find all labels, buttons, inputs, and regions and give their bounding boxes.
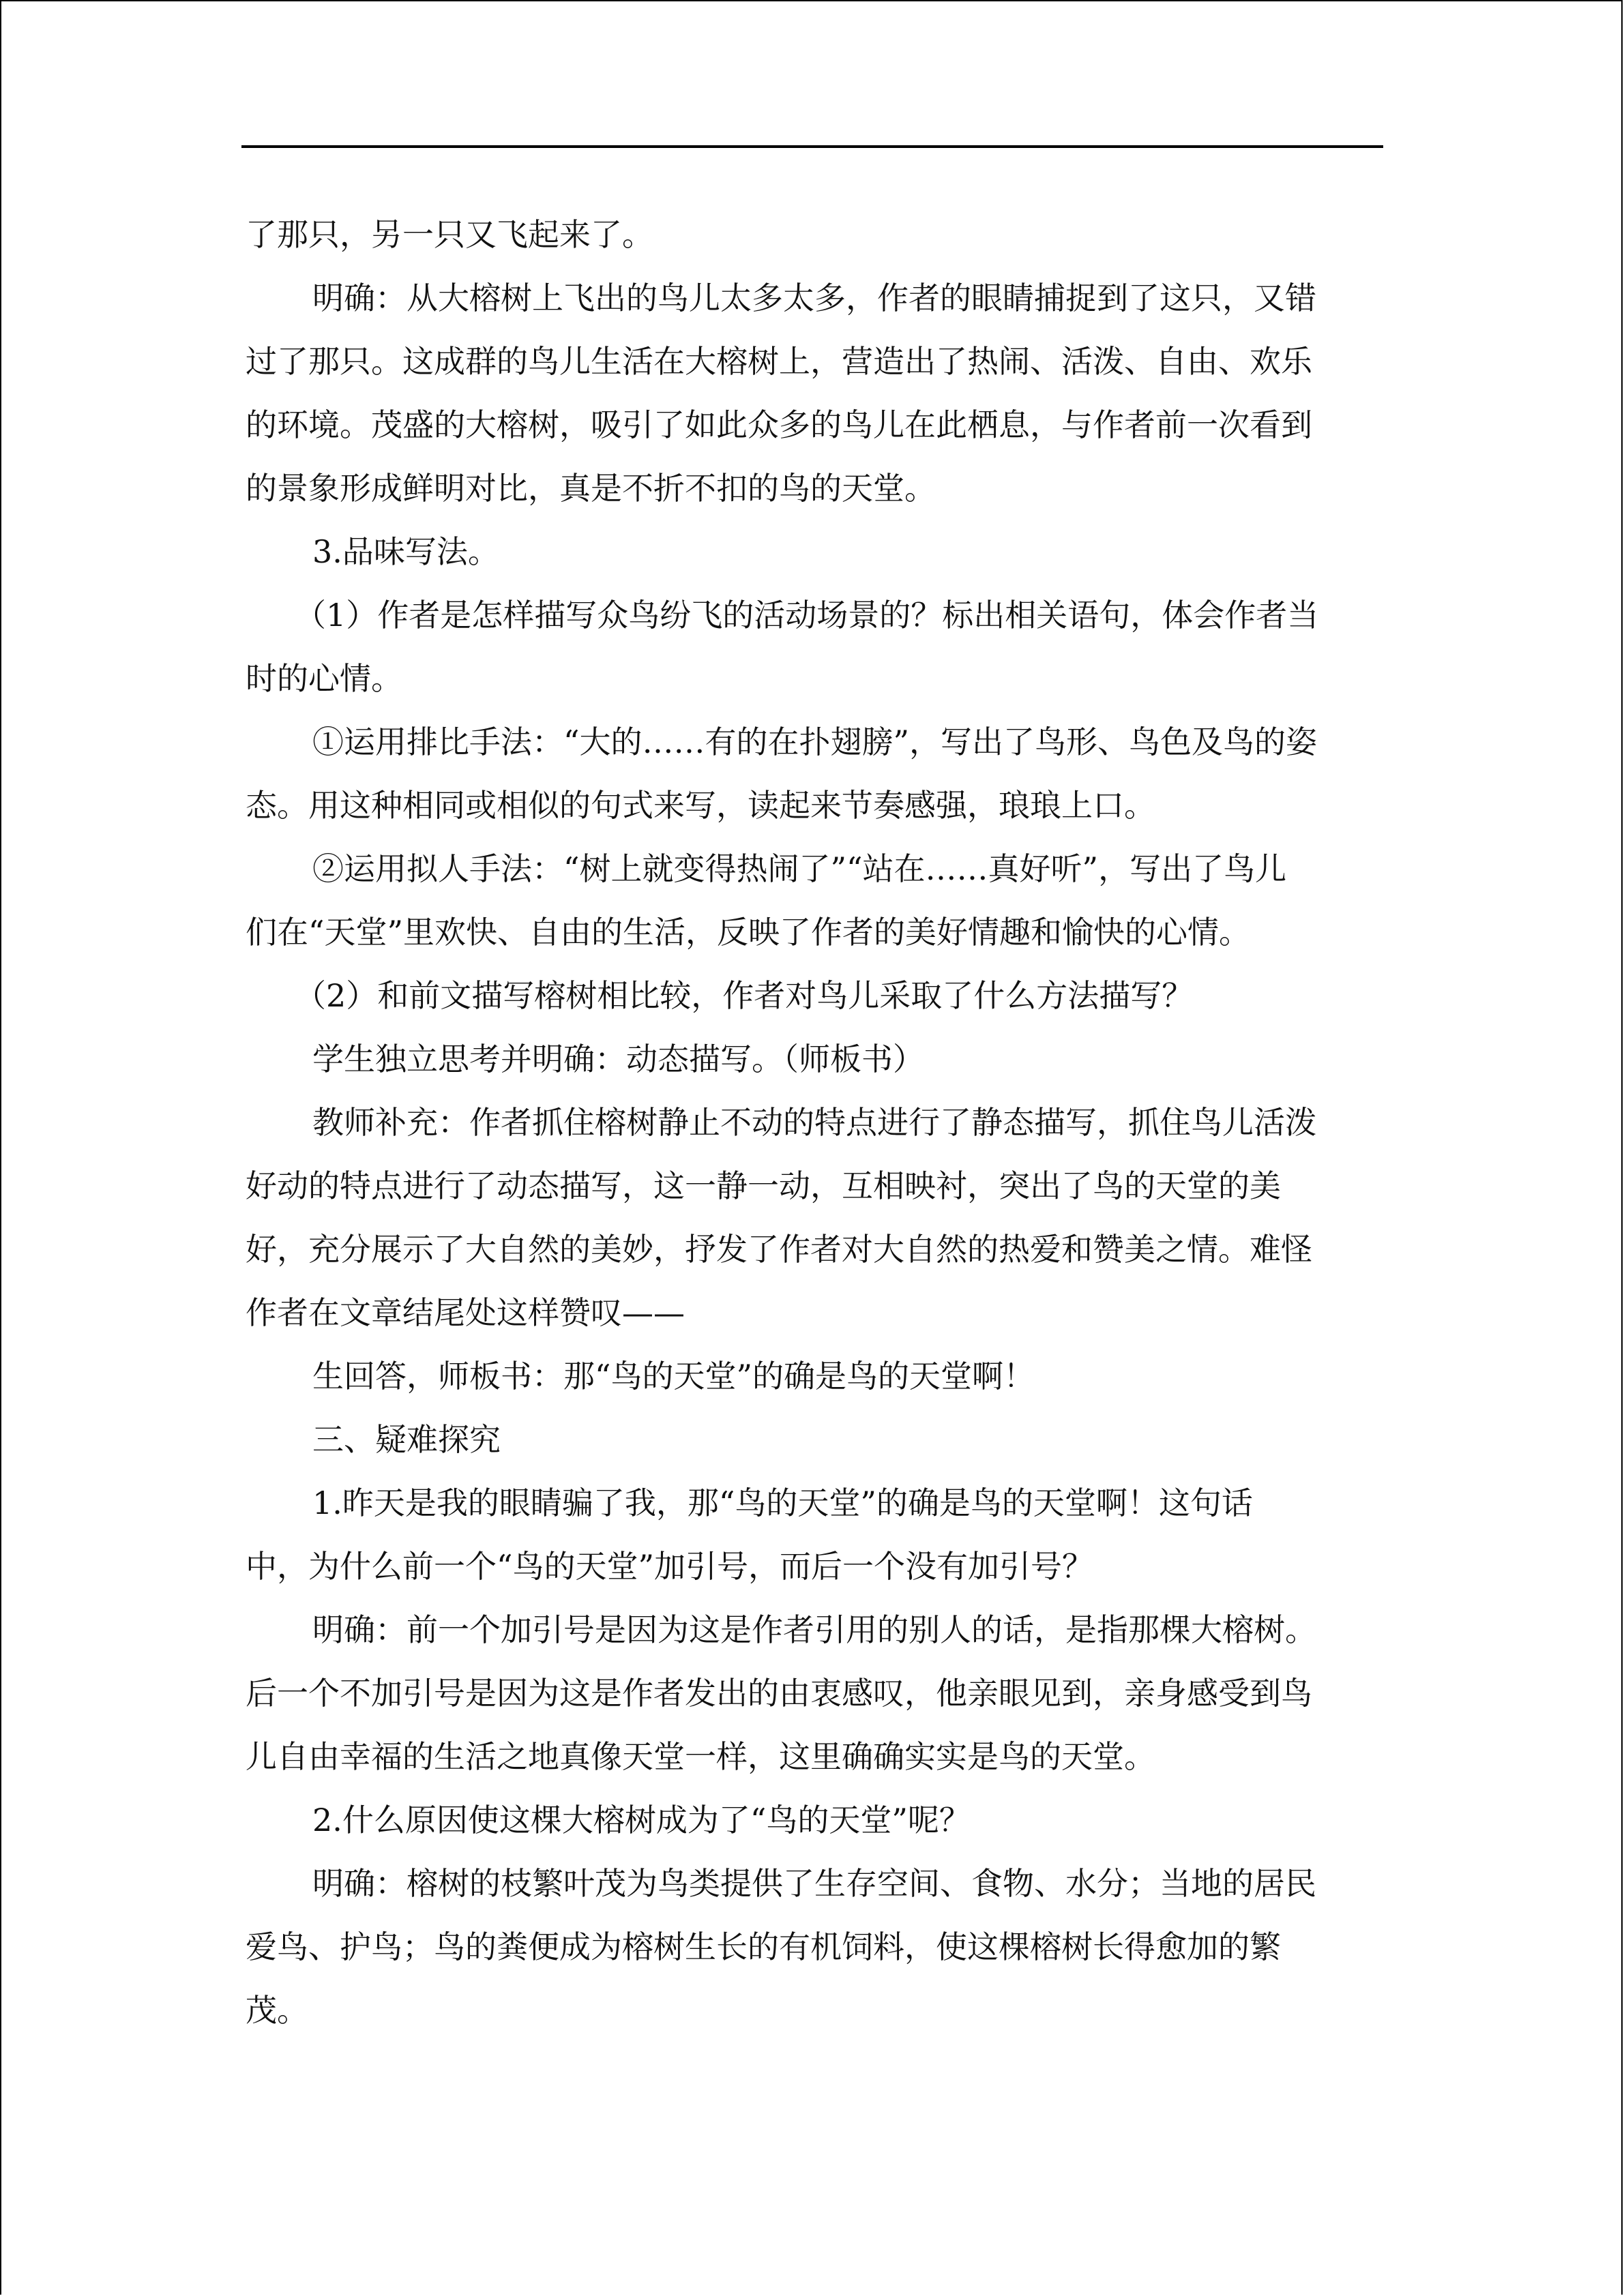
text-line: 生回答，师板书：那“鸟的天堂”的确是鸟的天堂啊！: [312, 1358, 1035, 1395]
text-line: 的环境。茂盛的大榕树，吸引了如此众多的鸟儿在此栖息，与作者前一次看到: [246, 406, 1312, 443]
text-line: 明确：榕树的枝繁叶茂为鸟类提供了生存空间、食物、水分；当地的居民: [312, 1865, 1316, 1902]
text-line: 明确：前一个加引号是因为这是作者引用的别人的话，是指那棵大榕树。: [312, 1611, 1316, 1648]
text-line: 教师补充：作者抓住榕树静止不动的特点进行了静态描写，抓住鸟儿活泼: [312, 1104, 1316, 1141]
question-line: （2）和前文描写榕树相比较，作者对鸟儿采取了什么方法描写？: [295, 977, 1194, 1014]
text-line: 茂。: [246, 1992, 308, 2029]
text-line: ②运用拟人手法：“树上就变得热闹了”“站在……真好听”，写出了鸟儿: [312, 850, 1287, 887]
section-heading: 3.品味写法。: [312, 533, 499, 570]
text-line: 的景象形成鲜明对比，真是不折不扣的鸟的天堂。: [246, 470, 936, 507]
document-body: [246, 203, 1381, 2042]
text-line: 学生独立思考并明确：动态描写。（师板书）: [312, 1041, 924, 1077]
text-line: 好，充分展示了大自然的美妙，抒发了作者对大自然的热爱和赞美之情。难怪: [246, 1231, 1312, 1268]
question-line: 2.什么原因使这棵大榕树成为了“鸟的天堂”呢？: [312, 1802, 971, 1838]
text-line: 态。用这种相同或相似的句式来写，读起来节奏感强，琅琅上口。: [246, 787, 1155, 824]
text-line: 后一个不加引号是因为这是作者发出的由衷感叹，他亲眼见到，亲身感受到鸟: [246, 1675, 1312, 1712]
text-line: 好动的特点进行了动态描写，这一静一动，互相映衬，突出了鸟的天堂的美: [246, 1167, 1281, 1204]
text-line: 中，为什么前一个“鸟的天堂”加引号，而后一个没有加引号？: [246, 1548, 1094, 1585]
text-line: 时的心情。: [246, 660, 402, 697]
text-line: 过了那只。这成群的鸟儿生活在大榕树上，营造出了热闹、活泼、自由、欢乐: [246, 343, 1312, 380]
text-line: 们在“天堂”里欢快、自由的生活，反映了作者的美好情趣和愉快的心情。: [246, 914, 1251, 951]
text-line: 了那只，另一只又飞起来了。: [246, 216, 653, 253]
text-line: 爱鸟、护鸟；鸟的粪便成为榕树生长的有机饲料，使这棵榕树长得愈加的繁: [246, 1928, 1281, 1965]
question-line: 1.昨天是我的眼睛骗了我，那“鸟的天堂”的确是鸟的天堂啊！这句话: [312, 1485, 1253, 1521]
header-rule: [241, 145, 1383, 148]
text-line: ①运用排比手法：“大的……有的在扑翅膀”，写出了鸟形、鸟色及鸟的姿: [312, 724, 1318, 760]
text-line: 儿自由幸福的生活之地真像天堂一样，这里确确实实是鸟的天堂。: [246, 1738, 1155, 1775]
text-line: 明确：从大榕树上飞出的鸟儿太多太多，作者的眼睛捕捉到了这只，又错: [312, 280, 1316, 316]
question-line: （1）作者是怎样描写众鸟纷飞的活动场景的？标出相关语句，体会作者当: [295, 597, 1319, 633]
section-heading: 三、疑难探究: [312, 1421, 501, 1458]
text-line: 作者在文章结尾处这样赞叹——: [246, 1294, 685, 1331]
